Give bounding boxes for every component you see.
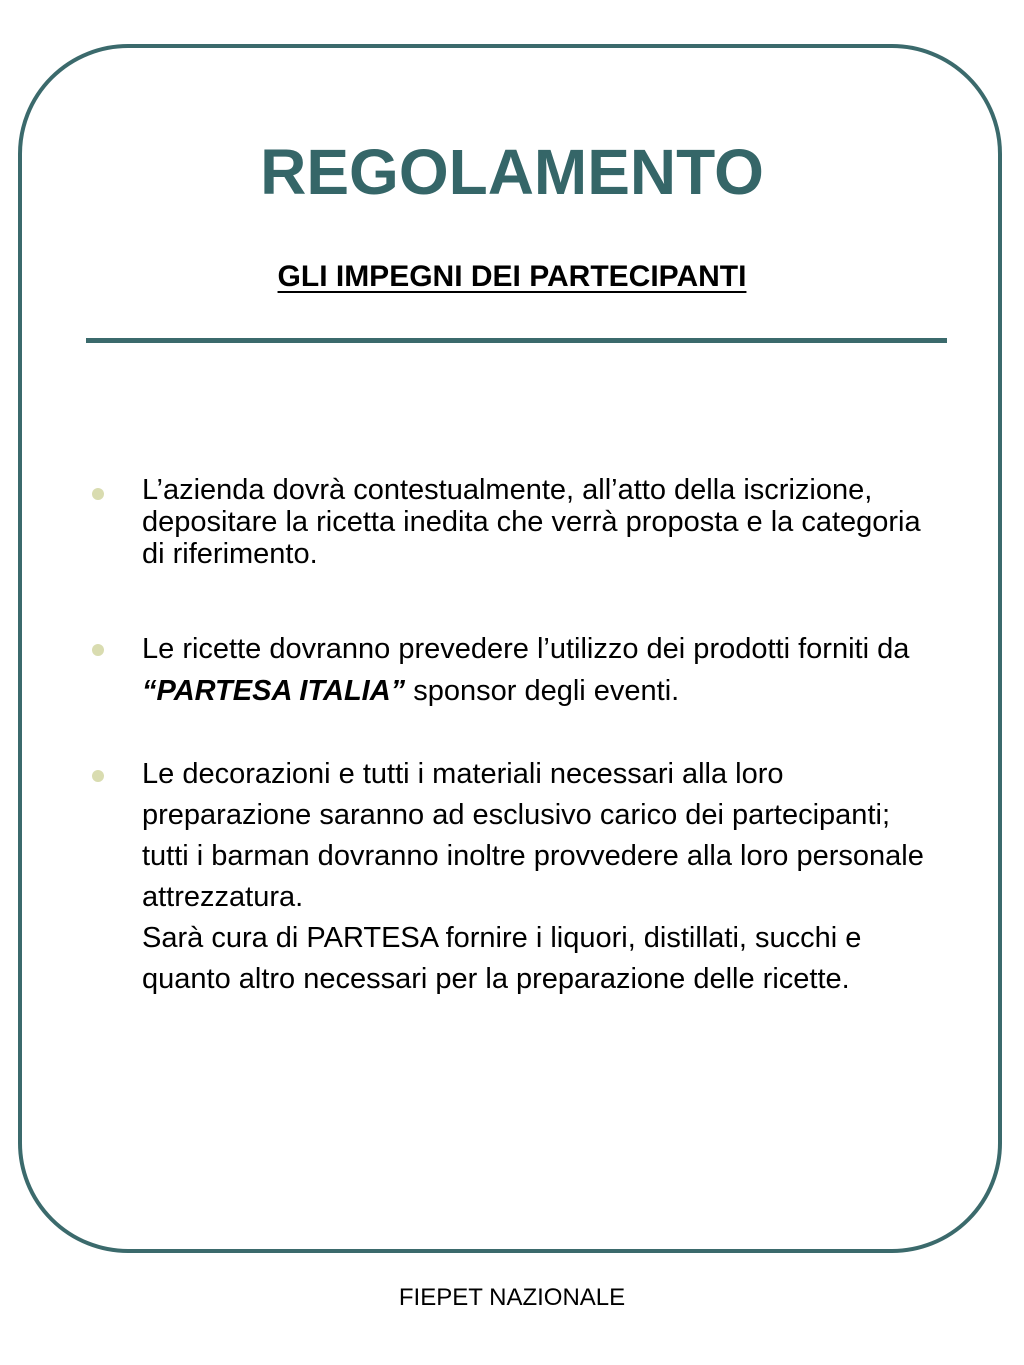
bullet-text: Le decorazioni e tutti i materiali necessari alla loro preparazione saranno ad esclusivo carico dei partecipanti; tutti i barman dovranno inoltre provvedere alla loro personale attrezzatura. [142,758,924,913]
bullet-list [90,474,930,1000]
page-subtitle: GLI IMPEGNI DEI PARTECIPANTI [277,260,747,293]
bullet-icon [92,488,104,500]
bullet-text-continued: Sarà cura di PARTESA fornire i liquori, distillati, succhi e quanto altro necessari per la preparazione delle ricette. [142,922,862,995]
list-item [90,628,930,712]
bullet-icon [92,770,104,782]
bullet-icon [92,644,104,656]
bullet-text: L’azienda dovrà contestualmente, all’atto della iscrizione, depositare la ricetta inedita che verrà proposta e la categoria di riferimento. [142,474,921,570]
bullet-text-end: sponsor degli eventi. [405,675,680,707]
page-title: REGOLAMENTO [260,136,764,208]
divider [86,338,947,343]
bullet-text-start: Le ricette dovranno prevedere l’utilizzo dei prodotti forniti da [142,633,910,665]
list-item [90,474,930,570]
footer-text: FIEPET NAZIONALE [398,1284,626,1311]
sponsor-name: “PARTESA ITALIA” [142,675,406,707]
list-item [90,754,930,1000]
